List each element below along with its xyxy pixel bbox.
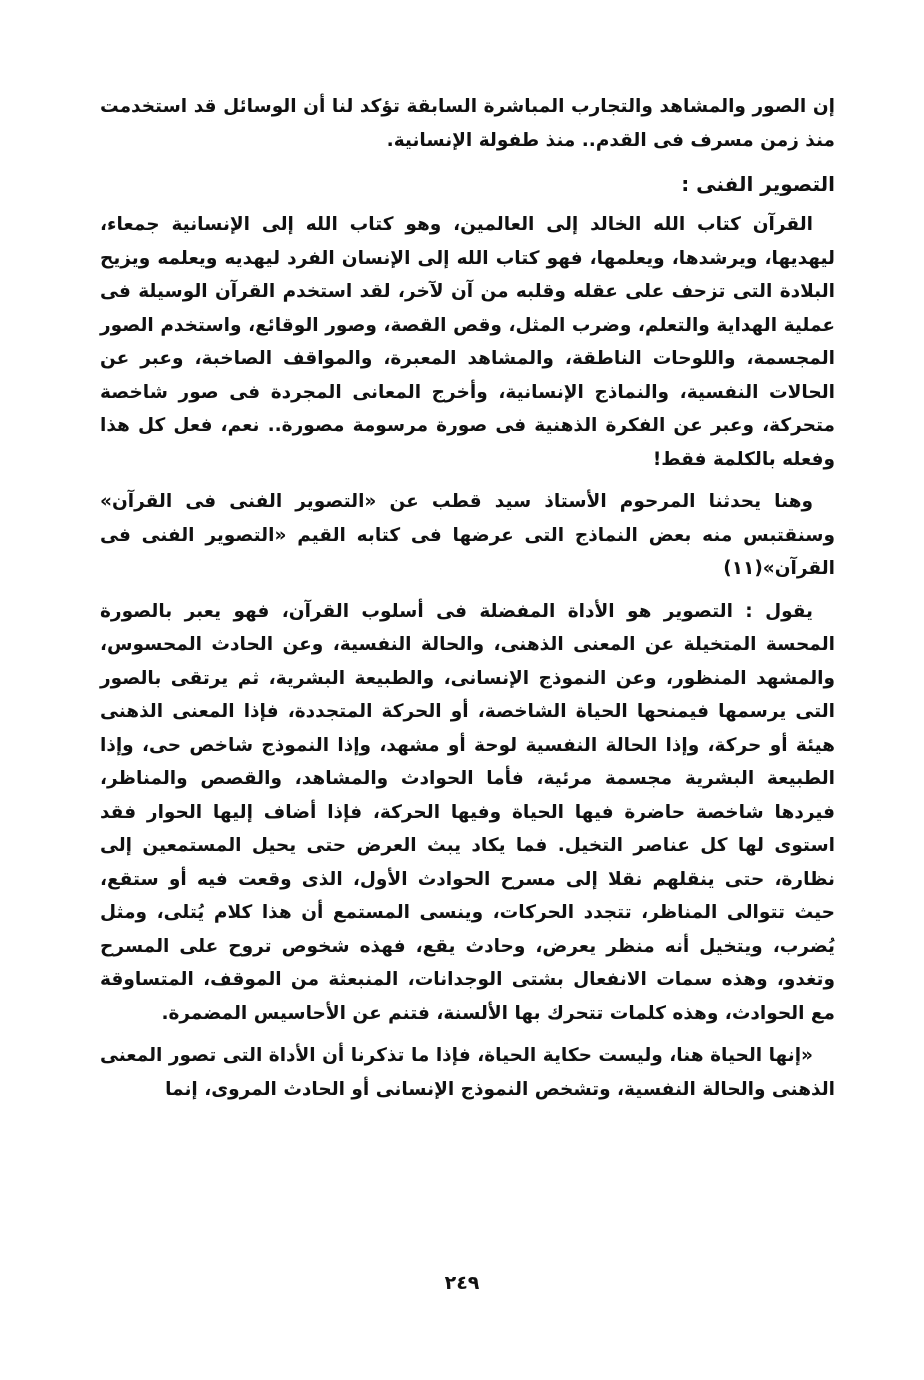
page-number: ٢٤٩: [444, 1272, 480, 1294]
intro-paragraph: إن الصور والمشاهد والتجارب المباشرة السابقة تؤكد لنا أن الوسائل قد استخدمت منذ زمن مسرف فى القدم.. منذ طفولة الإنسانية.: [100, 96, 835, 151]
life-paragraph: «إنها الحياة هنا، وليست حكاية الحياة، فإذا ما تذكرنا أن الأداة التى تصور المعنى الذهنى والحالة النفسية، وتشخص النموذج الإنسانى أو الحادث المروى، إنما: [100, 1045, 835, 1100]
quran-paragraph: القرآن كتاب الله الخالد إلى العالمين، وهو كتاب الله إلى الإنسانية جمعاء، ليهديها، ويرشدها، ويعلمها، فهو كتاب الله إلى الإنسان الفرد ليهديه ويعلمه ويزيح البلادة التى تزحف على عقله وقلبه من آن لآخر، لقد استخدم القرآن الوسيلة فى عملية الهداية والتعلم، وضرب المثل، وقص القصة، وصور الوقائع، واستخدم الصور المجسمة، واللوحات الناطقة، والمشاهد المعبرة، والمواقف الصاخبة، وعبر عن الحالات النفسية، والنماذج الإنسانية، وأخرج المعانى المجردة فى صور شاخصة متحركة، وعبر عن الفكرة الذهنية فى صورة مرسومة مصورة.. نعم، فعل كل هذا وفعله بالكلمة فقط!: [100, 214, 835, 470]
section-heading: التصوير الفنى :: [681, 172, 835, 196]
quote-paragraph: يقول : التصوير هو الأداة المفضلة فى أسلوب القرآن، فهو يعبر بالصورة المحسة المتخيلة عن المعنى الذهنى، والحالة النفسية، وعن الحادث المحسوس، والمشهد المنظور، وعن النموذج الإنسانى، والطبيعة البشرية، ثم يرتقى بالصور التى يرسمها فيمنحها الحياة الشاخصة، أو الحركة المتجددة، فإذا المعنى الذهنى هيئة أو حركة، وإذا الحالة النفسية لوحة أو مشهد، وإذا النموذج شاخص حى، وإذا الطبيعة البشرية مجسمة مرئية، فأما الحوادث والمشاهد، والقصص والمناظر، فيردها شاخصة حاضرة فيها الحياة وفيها الحركة، فإذا أضاف إليها الحوار فقد استوى لها كل عناصر التخيل. فما يكاد يبث العرض حتى يحيل المستمعين إلى نظارة، حتى ينقلهم نقلا إلى مسرح الحوادث الأول، الذى وقعت فيه أو ستقع، حيث تتوالى المناظر، تتجدد الحركات، وينسى المستمع أن هذا كلام يُتلى، ومثل يُضرب، ويتخيل أنه منظر يعرض، وحادث يقع، فهذه شخوص تروح على المسرح وتغدو، وهذه سمات الانفعال بشتى الوجدانات، المنبعثة من الموقف، المتساوقة مع الحوادث، وهذه كلمات تتحرك بها الألسنة، فتنم عن الأحاسيس المضمرة.: [100, 600, 835, 1024]
page-body: [100, 90, 835, 1115]
sayyid-qutb-paragraph: وهنا يحدثنا المرحوم الأستاذ سيد قطب عن «التصوير الفنى فى القرآن» وسنقتبس منه بعض النماذج التى عرضها فى كتابه القيم «التصوير الفنى فى القرآن»(١١): [100, 491, 835, 579]
